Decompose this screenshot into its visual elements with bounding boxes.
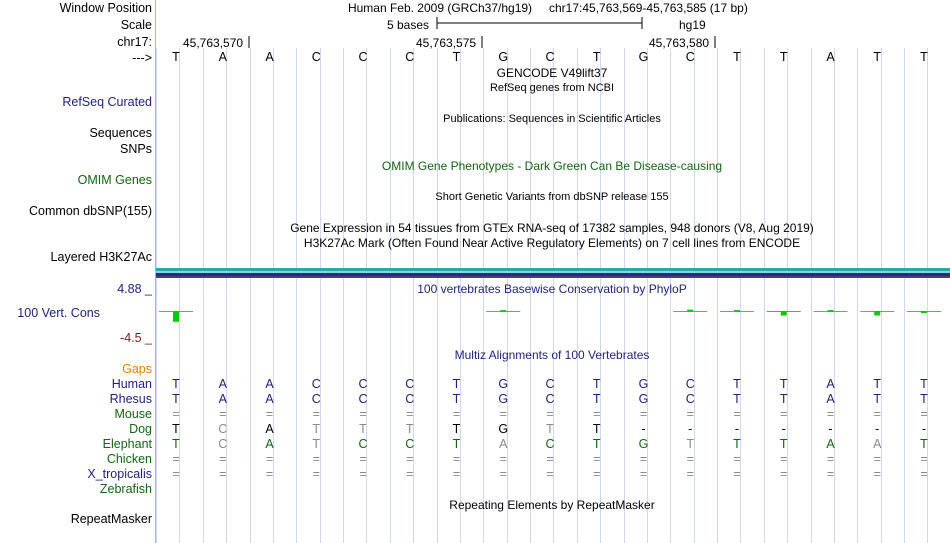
- alignment-base: A: [499, 437, 508, 451]
- alignment-base: =: [406, 452, 414, 466]
- reference-base: C: [358, 50, 368, 64]
- alignment-base: =: [359, 467, 367, 481]
- h3k27ac-band-purple: [156, 276, 950, 278]
- alignment-base: T: [405, 422, 414, 436]
- phylop-bar: [874, 311, 880, 316]
- reference-base: T: [779, 50, 788, 64]
- alignment-base: T: [452, 392, 461, 406]
- track-data-area[interactable]: [156, 0, 950, 543]
- alignment-base: C: [545, 437, 555, 451]
- phylop-bar: [173, 311, 179, 322]
- alignment-base: T: [592, 437, 601, 451]
- alignment-base: =: [546, 407, 554, 421]
- gaps-label: Gaps: [122, 362, 152, 376]
- alignment-base: =: [172, 407, 180, 421]
- alignment-base: =: [265, 467, 274, 481]
- alignment-base: T: [920, 377, 928, 391]
- alignment-base: A: [265, 392, 274, 406]
- scale-label: Scale: [120, 18, 152, 32]
- alignment-base: =: [873, 452, 881, 466]
- alignment-base: T: [733, 377, 741, 391]
- alignment-base: G: [498, 392, 509, 406]
- alignment-base: T: [779, 437, 788, 451]
- reference-base: T: [733, 50, 741, 64]
- alignment-base: T: [546, 422, 554, 436]
- reference-base: A: [218, 50, 227, 64]
- species-rhesus-label: Rhesus: [109, 392, 152, 406]
- phylop-track-desc: 100 vertebrates Basewise Conservation by PhyloP: [417, 282, 687, 296]
- alignment-base: =: [780, 452, 788, 466]
- alignment-row-rhesus: [156, 392, 950, 406]
- alignment-base: T: [686, 437, 695, 451]
- alignment-base: G: [638, 392, 649, 406]
- dbsnp-track-desc: Short Genetic Variants from dbSNP release 155: [435, 191, 669, 203]
- alignment-base: =: [499, 452, 507, 466]
- species-zebrafish-label: Zebrafish: [99, 482, 152, 496]
- alignment-base: -: [734, 422, 740, 436]
- reference-base: C: [311, 50, 321, 64]
- species-xtrop-label: X_tropicalis: [87, 467, 152, 481]
- alignment-base: T: [452, 437, 461, 451]
- alignment-base: T: [312, 422, 321, 436]
- alignment-base: =: [312, 407, 320, 421]
- coord-label-1: 45,763,570: [183, 36, 244, 50]
- alignment-base: =: [686, 467, 694, 481]
- reference-base: G: [498, 50, 509, 64]
- alignment-base: A: [265, 422, 274, 436]
- reference-base: A: [826, 50, 835, 64]
- alignment-base: =: [172, 467, 180, 481]
- strand-arrow-label[interactable]: --->: [132, 51, 152, 65]
- alignment-base: =: [452, 407, 461, 421]
- alignment-base: -: [828, 422, 833, 436]
- species-human-label: Human: [111, 377, 152, 391]
- omim-track-label[interactable]: OMIM Genes: [77, 173, 152, 187]
- alignment-base: C: [358, 392, 368, 406]
- alignment-base: =: [639, 452, 648, 466]
- alignment-base: =: [873, 467, 881, 481]
- alignment-base: G: [638, 377, 649, 391]
- alignment-base: A: [826, 392, 835, 406]
- alignment-base: -: [688, 422, 693, 436]
- alignment-base: T: [172, 377, 180, 391]
- chrom-label: chr17:: [117, 35, 152, 49]
- alignment-base: =: [686, 452, 694, 466]
- phylop-bar: [500, 310, 506, 312]
- refseq-track-desc: RefSeq genes from NCBI: [489, 82, 615, 94]
- species-mouse-label: Mouse: [114, 407, 152, 421]
- alignment-base: =: [265, 407, 274, 421]
- alignment-base: A: [265, 377, 274, 391]
- alignment-base: =: [639, 407, 648, 421]
- alignment-base: =: [406, 467, 414, 481]
- alignment-base: =: [826, 452, 835, 466]
- alignment-base: A: [218, 392, 227, 406]
- alignment-base: C: [405, 377, 415, 391]
- alignment-base: =: [920, 407, 928, 421]
- alignment-base: =: [826, 407, 835, 421]
- alignment-base: =: [639, 467, 648, 481]
- alignment-base: C: [545, 377, 555, 391]
- alignment-base: =: [406, 407, 414, 421]
- alignment-base: =: [733, 467, 741, 481]
- h3k27ac-band-teal: [156, 268, 950, 271]
- alignment-base: T: [920, 392, 928, 406]
- alignment-base: =: [780, 467, 788, 481]
- reference-base: G: [638, 50, 649, 64]
- reference-base: C: [405, 50, 415, 64]
- alignment-base: T: [592, 392, 601, 406]
- alignment-base: C: [405, 437, 415, 451]
- alignment-base: -: [875, 422, 880, 436]
- alignment-base: =: [546, 467, 554, 481]
- alignment-base: T: [452, 422, 461, 436]
- alignment-base: C: [685, 377, 695, 391]
- reference-base: T: [452, 50, 461, 64]
- alignment-row-mouse: [156, 407, 950, 421]
- alignment-base: -: [921, 422, 927, 436]
- alignment-base: -: [641, 422, 646, 436]
- position-readout: chr17:45,763,569-45,763,585 (17 bp): [549, 1, 748, 15]
- alignment-base: =: [312, 467, 320, 481]
- alignment-base: A: [218, 377, 227, 391]
- alignment-base: =: [219, 452, 227, 466]
- alignment-base: =: [873, 407, 881, 421]
- reference-base: T: [920, 50, 928, 64]
- alignment-row-human: [156, 377, 950, 391]
- alignment-base: C: [311, 392, 321, 406]
- repeatmasker-track-desc: Repeating Elements by RepeatMasker: [449, 498, 655, 512]
- alignment-base: T: [779, 377, 788, 391]
- alignment-base: =: [733, 452, 741, 466]
- h3k27ac-track-label[interactable]: Layered H3K27Ac: [50, 250, 152, 264]
- alignment-base: T: [920, 437, 928, 451]
- repeatmasker-track-label[interactable]: RepeatMasker: [70, 512, 152, 526]
- alignment-base: T: [172, 422, 180, 436]
- alignment-base: C: [685, 392, 695, 406]
- h3k27ac-band-navy: [156, 273, 950, 276]
- alignment-row-elephant: [156, 437, 950, 451]
- cons-track-label[interactable]: 100 Vert. Cons: [17, 306, 100, 320]
- alignment-base: T: [359, 422, 367, 436]
- alignment-base: G: [498, 377, 509, 391]
- alignment-base: A: [826, 377, 835, 391]
- reference-base: T: [172, 50, 180, 64]
- alignment-base: T: [873, 392, 882, 406]
- alignment-base: T: [779, 392, 788, 406]
- alignment-row-dog: [156, 422, 950, 436]
- species-dog-label: Dog: [129, 422, 152, 436]
- h3k27ac-band-cyan: [156, 271, 950, 273]
- reference-base: T: [873, 50, 882, 64]
- alignment-base: =: [593, 452, 601, 466]
- track-label-pane: [0, 0, 156, 543]
- reference-base: A: [265, 50, 274, 64]
- cons-max-label: 4.88 _: [117, 282, 152, 296]
- refseq-track-label[interactable]: RefSeq Curated: [62, 95, 152, 109]
- alignment-base: T: [312, 437, 321, 451]
- reference-base: C: [545, 50, 555, 64]
- alignment-base: =: [312, 452, 320, 466]
- alignment-base: C: [311, 377, 321, 391]
- reference-base: T: [592, 50, 601, 64]
- alignment-base: =: [826, 467, 835, 481]
- alignment-base: =: [733, 407, 741, 421]
- gencode-track-title[interactable]: GENCODE V49lift37: [496, 66, 608, 80]
- sequences-track-label[interactable]: Sequences: [89, 126, 152, 140]
- window-position-label: Window Position: [59, 1, 152, 15]
- coord-label-2: 45,763,575: [416, 36, 477, 50]
- alignment-base: G: [638, 437, 649, 451]
- phylop-bar: [687, 310, 693, 312]
- alignment-base: T: [733, 437, 741, 451]
- alignment-base: C: [358, 437, 368, 451]
- alignment-base: =: [499, 467, 507, 481]
- h3k27ac-track-desc: H3K27Ac Mark (Often Found Near Active Regulatory Elements) on 7 cell lines from ENCODE: [303, 236, 801, 250]
- cons-min-label: -4.5 _: [120, 331, 152, 345]
- alignment-base: C: [218, 437, 228, 451]
- alignment-base: T: [592, 377, 601, 391]
- alignment-base: C: [545, 392, 555, 406]
- alignment-base: C: [218, 422, 228, 436]
- reference-sequence-row: [156, 50, 950, 64]
- coord-label-3: 45,763,580: [649, 36, 710, 50]
- reference-base: C: [685, 50, 695, 64]
- gtex-track-desc: Gene Expression in 54 tissues from GTEx RNA-seq of 17382 samples, 948 donors (V8, Aug 2019): [290, 221, 814, 235]
- alignment-base: A: [265, 437, 274, 451]
- alignment-base: T: [452, 377, 461, 391]
- alignment-base: =: [593, 467, 601, 481]
- alignment-base: =: [219, 407, 227, 421]
- alignment-base: T: [733, 392, 741, 406]
- alignment-base: =: [452, 452, 461, 466]
- alignment-base: =: [920, 467, 928, 481]
- phylop-bar: [921, 311, 927, 313]
- alignment-base: =: [686, 407, 694, 421]
- publications-track-desc: Publications: Sequences in Scientific Articles: [443, 113, 661, 125]
- multiz-track-desc: Multiz Alignments of 100 Vertebrates: [454, 348, 650, 362]
- alignment-base: -: [781, 422, 786, 436]
- scale-text: 5 bases: [387, 18, 430, 32]
- alignment-base: T: [873, 377, 882, 391]
- phylop-bar: [781, 311, 787, 316]
- phylop-bar: [734, 310, 740, 312]
- alignment-base: T: [172, 437, 180, 451]
- alignment-base: T: [172, 392, 180, 406]
- alignment-base: G: [498, 422, 509, 436]
- snps-track-label[interactable]: SNPs: [120, 142, 152, 156]
- alignment-base: =: [452, 467, 461, 481]
- alignment-base: =: [546, 452, 554, 466]
- alignment-base: C: [358, 377, 368, 391]
- alignment-base: =: [219, 467, 227, 481]
- dbsnp-track-label[interactable]: Common dbSNP(155): [29, 204, 152, 218]
- alignment-base: =: [359, 452, 367, 466]
- alignment-base: T: [592, 422, 601, 436]
- alignment-base: A: [826, 437, 835, 451]
- alignment-base: A: [873, 437, 882, 451]
- alignment-base: C: [405, 392, 415, 406]
- alignment-row-chicken: [156, 452, 950, 466]
- species-chicken-label: Chicken: [106, 452, 152, 466]
- alignment-base: =: [359, 407, 367, 421]
- omim-track-desc: OMIM Gene Phenotypes - Dark Green Can Be Disease-causing: [381, 159, 723, 173]
- assembly-title: Human Feb. 2009 (GRCh37/hg19): [347, 1, 533, 15]
- alignment-row-xtropicalis: [156, 467, 950, 481]
- alignment-base: =: [920, 452, 928, 466]
- alignment-base: =: [780, 407, 788, 421]
- alignment-base: =: [593, 407, 601, 421]
- phylop-bar: [828, 310, 834, 312]
- scale-db: hg19: [679, 18, 706, 32]
- alignment-base: =: [172, 452, 180, 466]
- alignment-base: =: [265, 452, 274, 466]
- species-elephant-label: Elephant: [102, 437, 152, 451]
- alignment-base: =: [499, 407, 507, 421]
